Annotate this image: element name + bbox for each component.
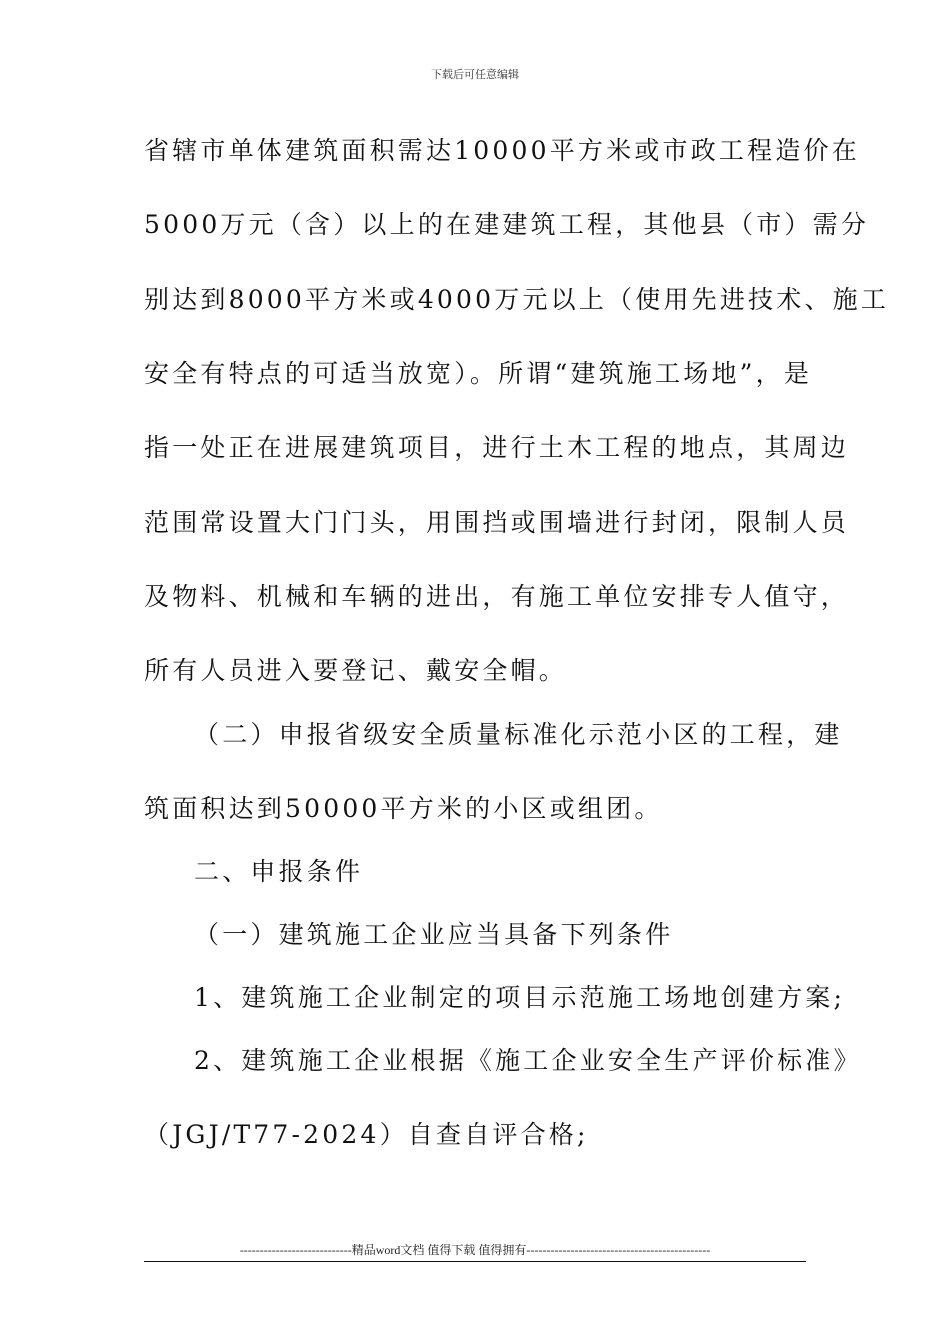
subsection-heading: （一）建筑施工企业应当具备下列条件 (194, 920, 674, 949)
list-item-2: 2、建筑施工企业根据《施工企业安全生产评价标准》 (194, 1046, 862, 1075)
body-line-4: 安全有特点的可适当放宽）。所谓“建筑施工场地”，是 (144, 359, 813, 388)
body-line-10: 筑面积达到50000平方米的小区或组团。 (144, 794, 663, 823)
body-line-2: 5000万元（含）以上的在建建筑工程，其他县（市）需分 (144, 210, 870, 239)
footer-divider (144, 1261, 806, 1262)
body-line-3: 别达到8000平方米或4000万元以上（使用先进技术、施工 (144, 285, 890, 314)
section-heading: 二、申报条件 (194, 857, 364, 886)
body-line-7: 及物料、机械和车辆的进出，有施工单位安排专人值守， (144, 582, 850, 611)
page-header: 下载后可任意编辑 (431, 69, 519, 81)
body-line-6: 范围常设置大门门头，用围挡或围墙进行封闭，限制人员 (144, 508, 850, 537)
page-footer: ----------------------------精品word文档 值得下载 值得拥有---------------------------------------------- (239, 1243, 711, 1257)
list-item-1: 1、建筑施工企业制定的项目示范施工场地创建方案; (194, 983, 846, 1012)
list-item-2-continued: （JGJ/T77-2024）自查自评合格; (144, 1120, 589, 1149)
body-line-9: （二）申报省级安全质量标准化示范小区的工程，建 (194, 720, 843, 749)
body-line-5: 指一处正在进展建筑项目，进行土木工程的地点，其周边 (144, 433, 850, 462)
body-line-1: 省辖市单体建筑面积需达10000平方米或市政工程造价在 (144, 136, 860, 165)
body-line-8: 所有人员进入要登记、戴安全帽。 (144, 656, 568, 685)
